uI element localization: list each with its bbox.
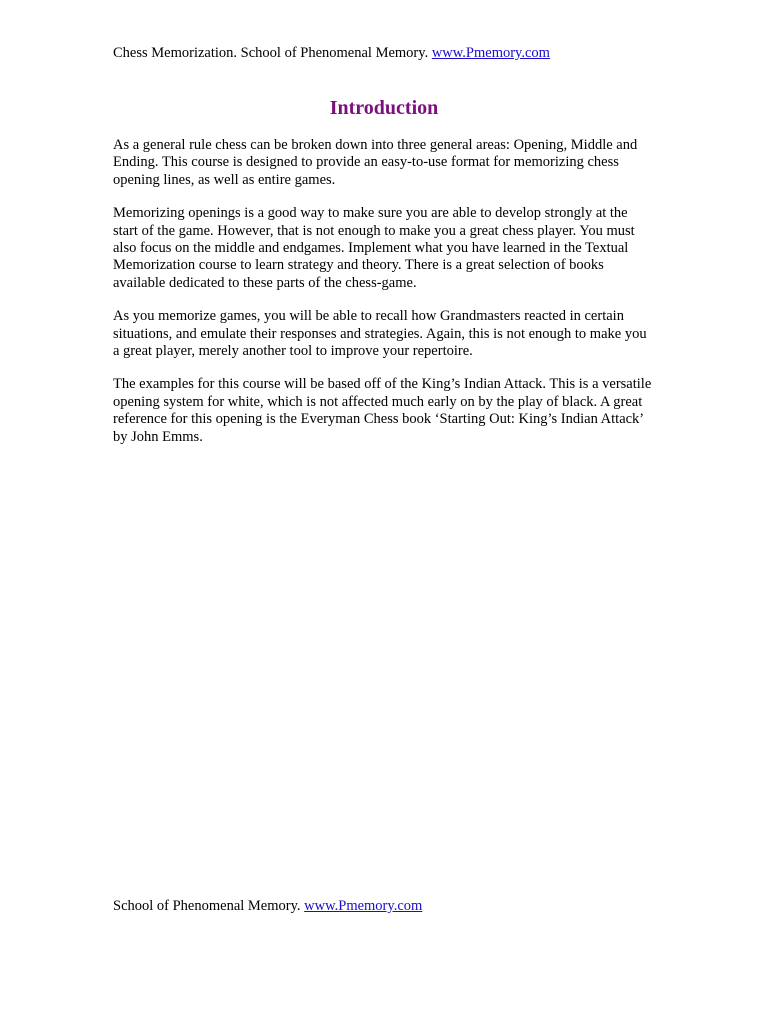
paragraph-1: As a general rule chess can be broken down into three general areas: Opening, Middle and Ending. This course is designed to provide an easy-to-use format for memorizing chess opening lines, as well as entire games. xyxy=(113,137,638,188)
paragraph-2: Memorizing openings is a good way to make sure you are able to develop strongly at the start of the game. However, that is not enough to make you a great chess player. You must also focus on the middle and endgames. Implement what you have learned in the Textual Memorization course to learn strategy and theory. There is a great selection of books available dedicated to these parts of the chess-game. xyxy=(113,205,635,291)
page-header xyxy=(113,45,550,62)
footer-link[interactable]: www.Pmemory.com xyxy=(304,898,423,914)
paragraph-3: As you memorize games, you will be able to recall how Grandmasters reacted in certain situations, and emulate their responses and strategies. Again, this is not enough to make you a great player, merely another tool to improve your repertoire. xyxy=(113,308,647,360)
footer-text: School of Phenomenal Memory. xyxy=(113,898,305,914)
paragraph-4: The examples for this course will be based off of the King’s Indian Attack. This is a versatile opening system for white, which is not affected much early on by the play of black. A great reference for this opening is the Everyman Chess book ‘Starting Out: King’s Indian Attack’ by John Emms. xyxy=(113,376,652,445)
page-footer xyxy=(113,898,422,915)
header-text: Chess Memorization. School of Phenomenal Memory. xyxy=(113,45,432,61)
page-title: Introduction xyxy=(329,97,439,119)
body-text xyxy=(113,137,653,462)
header-link[interactable]: www.Pmemory.com xyxy=(431,45,550,61)
